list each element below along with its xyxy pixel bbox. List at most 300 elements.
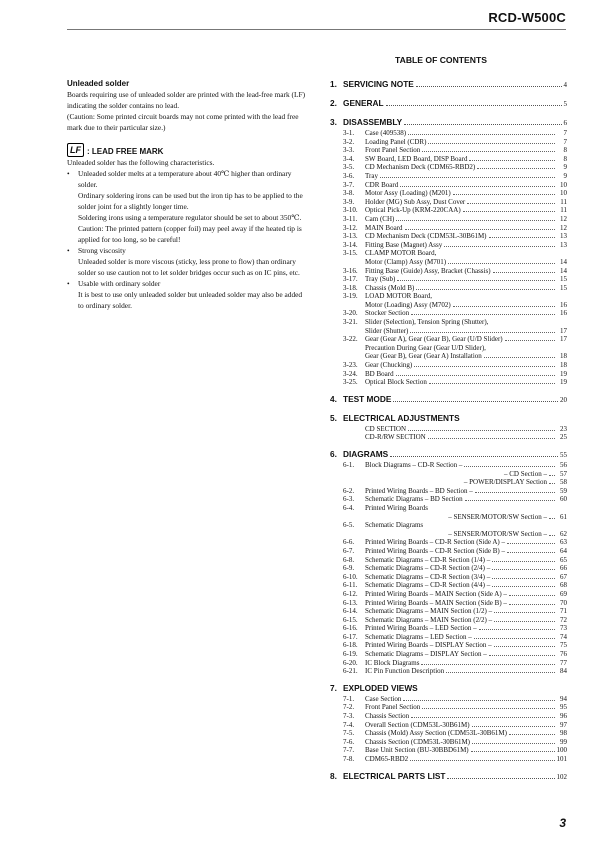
toc-item[interactable]: [330, 590, 567, 599]
toc-item[interactable]: [330, 624, 567, 633]
dot-leader: [549, 535, 555, 536]
toc-section[interactable]: [330, 97, 567, 110]
lead-free-intro: Unleaded solder has the following characteristics.: [67, 158, 215, 167]
item-title: Schematic Diagrams – LED Section –: [365, 632, 472, 641]
dot-leader: [549, 475, 555, 476]
toc-item[interactable]: [330, 378, 567, 387]
toc-item[interactable]: [330, 513, 567, 522]
item-title: Printed Wiring Boards – CD-R Section (Side A) –: [365, 538, 505, 547]
toc-item[interactable]: [330, 155, 567, 164]
section-6-items: [330, 461, 567, 676]
item-page: 63: [560, 538, 567, 547]
item-number: 6-20.: [343, 658, 358, 667]
item-title: Printed Wiring Boards – BD Section –: [365, 486, 473, 495]
dot-leader: [492, 578, 555, 579]
dot-leader: [404, 124, 561, 125]
dot-leader: [492, 569, 555, 570]
toc-item[interactable]: [330, 607, 567, 616]
item-page: 19: [560, 369, 567, 378]
dot-leader: [494, 646, 555, 647]
item-title: CDM65-RBD2: [365, 755, 409, 763]
dot-leader: [408, 134, 555, 135]
toc-item[interactable]: [330, 504, 567, 513]
item-page: 62: [560, 529, 567, 538]
dot-leader: [400, 186, 555, 187]
toc-item[interactable]: [330, 224, 567, 233]
toc-item[interactable]: [330, 538, 567, 547]
item-page: 69: [560, 589, 567, 598]
toc-item[interactable]: [330, 146, 567, 155]
toc-item[interactable]: [330, 249, 567, 258]
item-page: 64: [560, 546, 567, 555]
item-title: Chassis Section (CDM53L-30B61M): [365, 737, 470, 746]
item-page: 11: [560, 197, 567, 206]
item-title: Base Unit Section (BU-30BBD61M): [365, 746, 469, 755]
section-3-items: [330, 129, 567, 387]
item-number: 3-8.: [343, 189, 355, 198]
dot-leader: [447, 778, 554, 779]
bullet-text: Unleaded solder is more viscous (sticky, less prone to flow) than ordinary solder so use caution not to let solder bridges occur such as on IC pins, etc.: [78, 257, 300, 277]
dot-leader: [396, 220, 555, 221]
item-title: Cam (CH): [365, 214, 395, 223]
dot-leader: [494, 621, 555, 622]
toc-item[interactable]: [330, 495, 567, 504]
item-title: – POWER/DISPLAY Section: [463, 478, 547, 487]
toc-item[interactable]: [330, 301, 567, 310]
item-number: 6-6.: [343, 538, 355, 547]
toc-item[interactable]: [330, 206, 567, 215]
toc-item[interactable]: [330, 433, 567, 442]
toc-item[interactable]: [330, 344, 567, 353]
item-number: 6-10.: [343, 572, 358, 581]
item-page: 67: [560, 572, 567, 581]
item-page: 60: [560, 495, 567, 504]
toc-item[interactable]: [330, 573, 567, 582]
item-title: Schematic Diagrams – CD-R Section (1/4) –: [365, 555, 491, 564]
item-title: Schematic Diagrams – CD-R Section (3/4) –: [365, 572, 491, 581]
item-number: 7-7.: [343, 746, 355, 755]
toc-item[interactable]: [330, 189, 567, 198]
dot-leader: [474, 638, 555, 639]
item-page: 8: [563, 146, 567, 155]
item-title: Schematic Diagrams: [365, 521, 424, 530]
section-number: 6.: [330, 449, 337, 459]
toc-item[interactable]: [330, 232, 567, 241]
item-title: SW Board, LED Board, DISP Board: [365, 154, 468, 163]
item-number: 3-25.: [343, 378, 358, 387]
dot-leader: [410, 332, 555, 333]
toc-item[interactable]: [330, 659, 567, 668]
item-page: 76: [560, 650, 567, 659]
item-title: Loading Panel (CDR): [365, 137, 427, 146]
item-title: Tray (Sub): [365, 275, 396, 284]
section-number: 7.: [330, 682, 337, 693]
item-title: Schematic Diagrams – CD-R Section (4/4) –: [365, 581, 491, 590]
item-number: 3-5.: [343, 163, 355, 172]
dot-leader: [549, 518, 555, 519]
item-page: 95: [560, 703, 567, 712]
toc-item[interactable]: [330, 292, 567, 301]
item-title: Tray: [365, 171, 378, 180]
dot-leader: [509, 734, 555, 735]
item-title: IC Pin Function Description: [365, 667, 445, 676]
item-number: 3-17.: [343, 275, 358, 284]
item-page: 65: [560, 555, 567, 564]
toc-item[interactable]: [330, 712, 567, 721]
item-title: – SENSER/MOTOR/SW Section –: [448, 512, 547, 521]
dot-leader: [489, 237, 555, 238]
toc-item[interactable]: [330, 138, 567, 147]
toc-item[interactable]: [330, 163, 567, 172]
section-5-items: [330, 425, 567, 442]
toc-item[interactable]: [330, 755, 567, 764]
item-number: 6-7.: [343, 546, 355, 555]
toc-item[interactable]: [330, 703, 567, 712]
item-title: Printed Wiring Boards – MAIN Section (Side B) –: [365, 598, 507, 607]
dot-leader: [493, 272, 555, 273]
section-number: 5.: [330, 412, 337, 423]
item-page: 99: [560, 737, 567, 746]
item-number: 3-22.: [343, 335, 358, 344]
item-number: 3-12.: [343, 223, 358, 232]
section-page: 6: [563, 119, 567, 127]
toc-section[interactable]: [330, 682, 567, 695]
dot-leader: [429, 383, 555, 384]
section-label: ELECTRICAL PARTS LIST: [343, 770, 446, 781]
item-page: 14: [560, 266, 567, 275]
toc-item[interactable]: [330, 521, 567, 530]
dot-leader: [411, 717, 555, 718]
toc-item[interactable]: [330, 530, 567, 539]
toc-item[interactable]: [330, 633, 567, 642]
item-number: 3-23.: [343, 361, 358, 370]
item-number: 7-8.: [343, 755, 355, 763]
item-page: 97: [560, 720, 567, 729]
dot-leader: [428, 143, 555, 144]
dot-leader: [410, 760, 554, 761]
toc-item[interactable]: [330, 581, 567, 590]
toc-item[interactable]: [330, 309, 567, 318]
toc-item[interactable]: [330, 461, 567, 470]
item-page: 11: [560, 206, 567, 215]
toc-item[interactable]: [330, 564, 567, 573]
item-page: 14: [560, 257, 567, 266]
dot-leader: [428, 438, 555, 439]
dot-leader: [492, 561, 555, 562]
bullet-text: Unleaded solder melts at a temperature about 40℃ higher than ordinary solder.: [78, 169, 292, 189]
item-title: Slider (Selection), Tension Spring (Shutter),: [365, 318, 489, 327]
dot-leader: [416, 86, 562, 87]
toc-item[interactable]: [330, 721, 567, 730]
item-title: Precaution During Gear (Gear U/D Slider),: [365, 343, 486, 352]
table-of-contents: [330, 78, 567, 783]
item-title: CD Mechanism Deck (CDM65-RBD2): [365, 163, 476, 172]
section-page: 20: [560, 395, 567, 404]
toc-item[interactable]: [330, 241, 567, 250]
item-number: 3-16.: [343, 266, 358, 275]
item-title: Fitting Base (Guide) Assy, Bracket (Chassis): [365, 266, 491, 275]
dot-leader: [509, 595, 555, 596]
item-page: 25: [560, 433, 567, 442]
item-title: Overall Section (CDM53L-30B61M): [365, 720, 470, 729]
item-title: Printed Wiring Boards – LED Section –: [365, 624, 477, 633]
toc-item[interactable]: [330, 318, 567, 327]
item-page: 75: [560, 641, 567, 650]
dot-leader: [396, 375, 555, 376]
item-number: 7-2.: [343, 703, 355, 712]
item-title: Case Section: [365, 694, 402, 703]
item-title: Fitting Base (Magnet) Assy: [365, 240, 443, 249]
item-page: 19: [560, 378, 567, 387]
dot-leader: [446, 672, 555, 673]
page-number: 3: [559, 816, 566, 830]
toc-item[interactable]: [330, 547, 567, 556]
dot-leader: [464, 466, 555, 467]
section-page: 5: [563, 100, 567, 108]
item-number: 6-11.: [343, 581, 358, 590]
item-page: 73: [560, 624, 567, 633]
item-title: Motor (Clamp) Assy (M701): [365, 257, 447, 266]
item-page: 74: [560, 632, 567, 641]
item-number: 3-20.: [343, 309, 358, 318]
item-number: 6-8.: [343, 555, 355, 564]
item-title: Printed Wiring Boards: [365, 503, 428, 512]
item-number: 3-15.: [343, 249, 358, 258]
item-title: Front Panel Section: [365, 146, 421, 155]
item-title: LOAD MOTOR Board,: [365, 292, 432, 301]
dot-leader: [479, 629, 555, 630]
toc-item[interactable]: [330, 335, 567, 344]
item-title: Holder (MG) Sub Assy, Dust Cover: [365, 197, 466, 206]
item-number: 3-19.: [343, 292, 358, 301]
dot-leader: [390, 456, 558, 457]
item-number: 6-17.: [343, 632, 358, 641]
bullet-icon: •: [67, 246, 70, 255]
toc-item[interactable]: [330, 667, 567, 676]
toc-item[interactable]: [330, 556, 567, 565]
item-title: Printed Wiring Boards – CD-R Section (Side B) –: [365, 546, 505, 555]
item-number: 3-6.: [343, 171, 355, 180]
dot-leader: [505, 340, 555, 341]
toc-item[interactable]: [330, 729, 567, 738]
lead-free-mark-icon: LF: [67, 143, 84, 157]
toc-item[interactable]: [330, 258, 567, 267]
dot-leader: [408, 430, 555, 431]
toc-section[interactable]: [330, 393, 567, 406]
item-title: MAIN Board: [365, 223, 403, 232]
dot-leader: [453, 194, 555, 195]
bullet-text: Strong viscosity: [78, 246, 126, 255]
item-title: Schematic Diagrams – DISPLAY Section –: [365, 650, 487, 659]
toc-section[interactable]: [330, 116, 567, 129]
item-page: 94: [560, 694, 567, 703]
toc-item[interactable]: [330, 370, 567, 379]
toc-section[interactable]: [330, 412, 567, 425]
toc-item[interactable]: [330, 599, 567, 608]
section-label: ELECTRICAL ADJUSTMENTS: [343, 412, 460, 423]
dot-leader: [463, 211, 555, 212]
item-page: 61: [560, 512, 567, 521]
caution-note: (Caution: Some printed circuit boards may not come printed with the lead free mark due to their particular size.): [67, 112, 299, 132]
item-page: 9: [563, 171, 567, 180]
item-title: Case (409538): [365, 129, 407, 137]
toc-item[interactable]: [330, 361, 567, 370]
section-label: DISASSEMBLY: [343, 117, 403, 127]
item-page: 66: [560, 564, 567, 573]
toc-item[interactable]: [330, 746, 567, 755]
item-number: 7-1.: [343, 694, 355, 703]
bullet-item: [67, 168, 307, 245]
toc-item[interactable]: [330, 275, 567, 284]
dot-leader: [492, 586, 555, 587]
toc-item[interactable]: [330, 641, 567, 650]
toc-item[interactable]: [330, 470, 567, 479]
dot-leader: [416, 289, 555, 290]
section-page: 102: [556, 772, 567, 781]
toc-item[interactable]: [330, 129, 567, 138]
header-rule: [67, 29, 566, 30]
toc-item[interactable]: [330, 198, 567, 207]
item-title: IC Block Diagrams: [365, 658, 420, 667]
toc-item[interactable]: [330, 172, 567, 181]
item-page: 70: [560, 598, 567, 607]
dot-leader: [469, 160, 555, 161]
toc-item[interactable]: [330, 284, 567, 293]
dot-leader: [475, 492, 555, 493]
section-number: 1.: [330, 79, 337, 89]
item-number: 3-13.: [343, 232, 358, 241]
bullet-text: Ordinary soldering irons can be used but the iron tip has to be applied to the solder joint for a slightly longer time.: [78, 191, 303, 211]
item-title: Chassis (Mold B): [365, 283, 415, 292]
dot-leader: [380, 177, 555, 178]
item-number: 3-11.: [343, 214, 358, 223]
toc-item[interactable]: [330, 352, 567, 361]
item-title: Block Diagrams – CD-R Section –: [365, 461, 463, 469]
toc-section[interactable]: [330, 770, 567, 783]
dot-leader: [414, 366, 555, 367]
toc-title: TABLE OF CONTENTS: [395, 55, 487, 65]
toc-item[interactable]: [330, 738, 567, 747]
section-label: TEST MODE: [343, 393, 392, 404]
bullet-icon: •: [67, 279, 70, 288]
section-number: 2.: [330, 98, 337, 108]
item-number: 3-3.: [343, 146, 355, 155]
item-page: 16: [560, 300, 567, 309]
lead-free-mark-row: [67, 143, 307, 157]
item-page: 15: [560, 275, 567, 284]
item-page: 7: [563, 129, 567, 137]
section-page: 4: [563, 81, 567, 89]
toc-item[interactable]: [330, 650, 567, 659]
item-page: 12: [560, 214, 567, 223]
dot-leader: [489, 655, 555, 656]
lead-free-mark-label: : LEAD FREE MARK: [87, 147, 164, 156]
item-number: 7-6.: [343, 737, 355, 746]
item-title: Motor (Loading) Assy (M702): [365, 300, 451, 309]
dot-leader: [507, 543, 555, 544]
item-title: CD-R/RW SECTION: [365, 433, 426, 442]
item-page: 13: [560, 232, 567, 241]
item-number: 6-9.: [343, 564, 355, 573]
item-page: 59: [560, 486, 567, 495]
toc-item[interactable]: [330, 487, 567, 496]
toc-item[interactable]: [330, 181, 567, 190]
bullet-text: Usable with ordinary solder: [78, 279, 161, 288]
item-title: – CD Section –: [504, 469, 547, 478]
dot-leader: [411, 314, 555, 315]
item-page: 7: [563, 137, 567, 146]
item-page: 18: [560, 361, 567, 370]
item-title: Printed Wiring Boards – MAIN Section (Side A) –: [365, 589, 507, 598]
toc-section[interactable]: [330, 448, 567, 461]
dot-leader: [471, 751, 555, 752]
item-page: 98: [560, 729, 567, 738]
item-page: 10: [560, 180, 567, 189]
item-page: 84: [560, 667, 567, 676]
toc-item[interactable]: [330, 425, 567, 434]
item-page: 68: [560, 581, 567, 590]
toc-item[interactable]: [330, 616, 567, 625]
dot-leader: [467, 203, 555, 204]
item-number: 6-13.: [343, 598, 358, 607]
unleaded-solder-title: Unleaded solder: [67, 79, 130, 88]
dot-leader: [507, 552, 555, 553]
section-page: 55: [560, 451, 567, 459]
unleaded-solder-notice: [67, 78, 307, 311]
item-number: 3-24.: [343, 369, 358, 378]
toc-item[interactable]: [330, 327, 567, 336]
item-title: Optical Block Section: [365, 378, 427, 387]
toc-item[interactable]: [330, 478, 567, 487]
item-number: 3-7.: [343, 180, 355, 189]
toc-section[interactable]: [330, 78, 567, 91]
item-page: 58: [560, 478, 567, 487]
bullet-item: [67, 278, 307, 311]
dot-leader: [494, 612, 555, 613]
item-page: 15: [560, 283, 567, 292]
item-page: 16: [560, 309, 567, 318]
toc-item[interactable]: [330, 695, 567, 704]
section-label: SERVICING NOTE: [343, 79, 414, 89]
item-title: CDR Board: [365, 180, 399, 189]
item-title: Gear (Chucking): [365, 361, 413, 370]
item-number: 6-21.: [343, 667, 358, 676]
item-title: Slider (Shutter): [365, 326, 409, 335]
item-page: 72: [560, 615, 567, 624]
item-page: 17: [560, 326, 567, 335]
bullet-text: Soldering irons using a temperature regulator should be set to about 350℃.: [78, 213, 302, 222]
dot-leader: [472, 726, 555, 727]
dot-leader: [393, 401, 558, 402]
item-number: 6-15.: [343, 615, 358, 624]
dot-leader: [444, 246, 555, 247]
dot-leader: [484, 357, 555, 358]
item-number: 3-18.: [343, 283, 358, 292]
model-number: RCD-W500C: [488, 10, 566, 25]
dot-leader: [453, 306, 555, 307]
dot-leader: [509, 604, 555, 605]
item-page: 17: [560, 335, 567, 344]
item-title: Gear (Gear A), Gear (Gear B), Gear (U/D Slider): [365, 335, 503, 344]
item-title: Schematic Diagrams – MAIN Section (1/2) –: [365, 607, 493, 616]
item-title: Printed Wiring Boards – DISPLAY Section –: [365, 641, 492, 650]
item-number: 3-14.: [343, 240, 358, 249]
dot-leader: [465, 500, 555, 501]
toc-item[interactable]: [330, 215, 567, 224]
toc-item[interactable]: [330, 267, 567, 276]
item-number: 6-4.: [343, 503, 355, 512]
item-number: 3-9.: [343, 197, 355, 206]
